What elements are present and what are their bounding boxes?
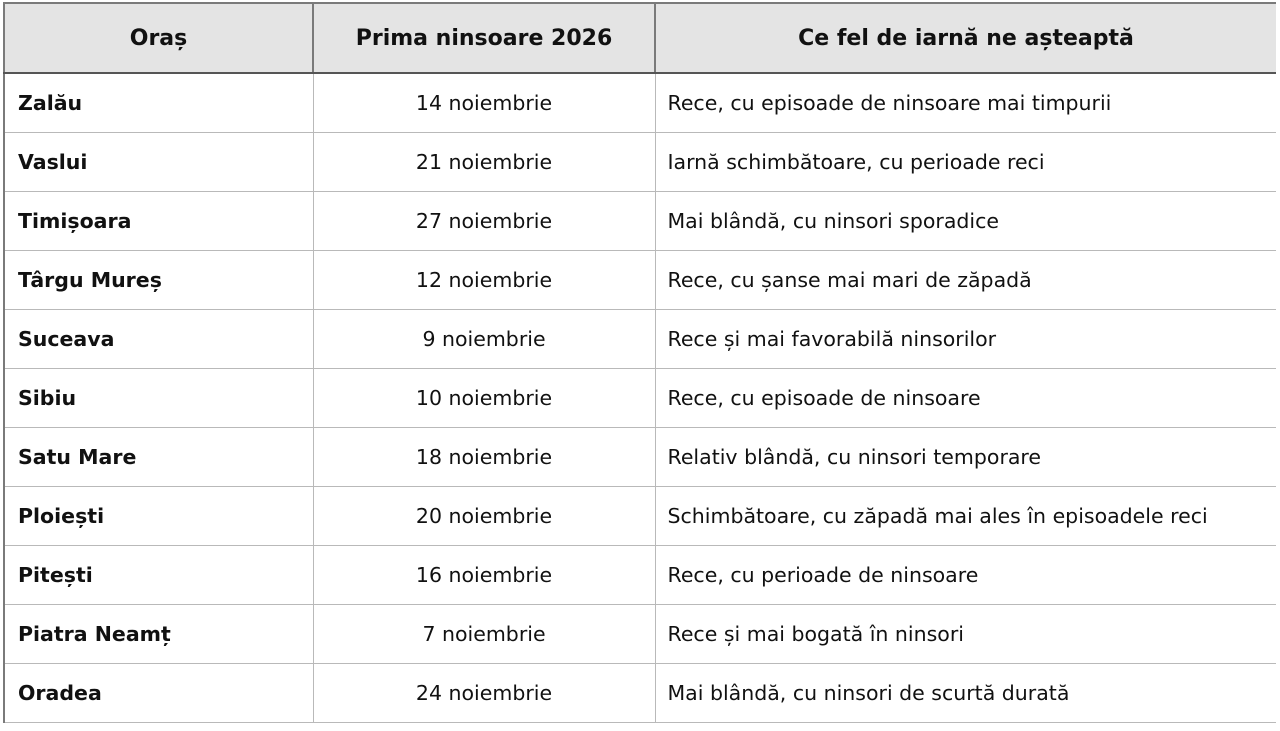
header-winter-type: Ce fel de iarnă ne așteaptă — [655, 3, 1276, 73]
city-cell: Sibiu — [4, 369, 313, 428]
table-row — [4, 133, 1276, 192]
table-row — [4, 428, 1276, 487]
city-cell: Piatra Neamț — [4, 605, 313, 664]
city-cell: Satu Mare — [4, 428, 313, 487]
city-cell: Timișoara — [4, 192, 313, 251]
city-cell: Pitești — [4, 546, 313, 605]
first-snow-table-container — [3, 2, 1276, 731]
table-body — [4, 73, 1276, 723]
table-row — [4, 310, 1276, 369]
city-cell: Suceava — [4, 310, 313, 369]
date-cell: 12 noiembrie — [313, 251, 655, 310]
date-cell: 21 noiembrie — [313, 133, 655, 192]
date-cell: 7 noiembrie — [313, 605, 655, 664]
date-cell: 16 noiembrie — [313, 546, 655, 605]
header-city: Oraș — [4, 3, 313, 73]
city-cell: Ploiești — [4, 487, 313, 546]
description-cell: Rece și mai favorabilă ninsorilor — [655, 310, 1276, 369]
city-cell: Vaslui — [4, 133, 313, 192]
header-first-snow: Prima ninsoare 2026 — [313, 3, 655, 73]
description-cell: Mai blândă, cu ninsori de scurtă durată — [655, 664, 1276, 723]
table-row — [4, 251, 1276, 310]
table-row — [4, 73, 1276, 133]
header-row — [4, 3, 1276, 73]
table-row — [4, 369, 1276, 428]
description-cell: Relativ blândă, cu ninsori temporare — [655, 428, 1276, 487]
description-cell: Iarnă schimbătoare, cu perioade reci — [655, 133, 1276, 192]
description-cell: Rece, cu șanse mai mari de zăpadă — [655, 251, 1276, 310]
city-cell: Oradea — [4, 664, 313, 723]
date-cell: 27 noiembrie — [313, 192, 655, 251]
description-cell: Schimbătoare, cu zăpadă mai ales în episoadele reci — [655, 487, 1276, 546]
description-cell: Rece, cu perioade de ninsoare — [655, 546, 1276, 605]
description-cell: Rece și mai bogată în ninsori — [655, 605, 1276, 664]
table-row — [4, 605, 1276, 664]
table-row — [4, 487, 1276, 546]
table-row — [4, 664, 1276, 723]
date-cell: 10 noiembrie — [313, 369, 655, 428]
table-row — [4, 546, 1276, 605]
description-cell: Rece, cu episoade de ninsoare mai timpurii — [655, 73, 1276, 133]
date-cell: 14 noiembrie — [313, 73, 655, 133]
first-snow-table — [3, 2, 1276, 723]
description-cell: Mai blândă, cu ninsori sporadice — [655, 192, 1276, 251]
description-cell: Rece, cu episoade de ninsoare — [655, 369, 1276, 428]
table-header — [4, 3, 1276, 73]
city-cell: Zalău — [4, 73, 313, 133]
date-cell: 24 noiembrie — [313, 664, 655, 723]
date-cell: 18 noiembrie — [313, 428, 655, 487]
date-cell: 20 noiembrie — [313, 487, 655, 546]
table-row — [4, 192, 1276, 251]
date-cell: 9 noiembrie — [313, 310, 655, 369]
city-cell: Târgu Mureș — [4, 251, 313, 310]
